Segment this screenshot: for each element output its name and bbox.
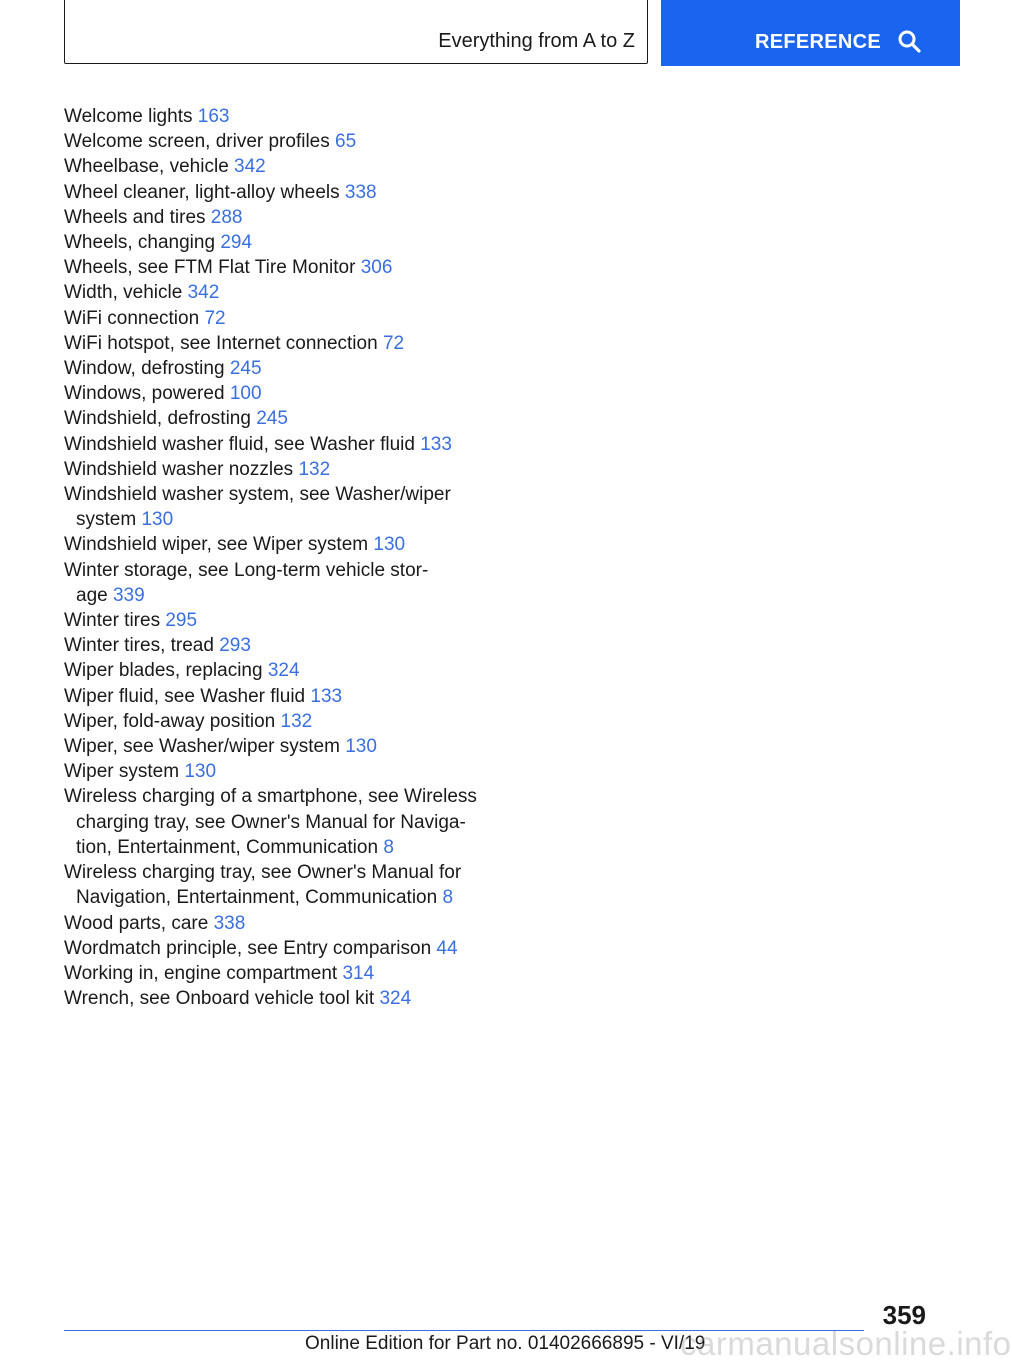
page-reference-link[interactable]: 100: [229, 383, 262, 405]
page-reference-link[interactable]: 245: [229, 358, 262, 380]
index-entry: [64, 432, 484, 457]
index-entry-continuation: Navigation, Entertainment, Communication: [76, 887, 438, 909]
index-entry: [64, 482, 484, 532]
page-reference-link[interactable]: 306: [360, 257, 393, 279]
search-icon[interactable]: [897, 29, 921, 53]
page-reference-link[interactable]: 342: [187, 282, 220, 304]
index-entry: [64, 734, 484, 759]
index-entry-text: Wordmatch principle, see Entry comparison: [64, 937, 432, 959]
index-entry-text: Windshield washer system, see Washer/wiper: [64, 484, 451, 506]
index-entry-text: Winter tires: [64, 610, 161, 632]
index-entry-text: Wheels, changing: [64, 232, 216, 254]
page-reference-link[interactable]: 132: [298, 458, 331, 480]
page-reference-link[interactable]: 245: [256, 408, 288, 430]
index-entry-text: Wheels and tires: [64, 206, 206, 228]
page-reference-link[interactable]: 72: [204, 307, 226, 329]
index-entry: [64, 154, 484, 179]
index-entry-text: Wiper, see Washer/wiper system: [64, 736, 340, 758]
index-entry-text: Wheels, see FTM Flat Tire Monitor: [64, 257, 356, 279]
index-entry: [64, 684, 484, 709]
index-entry-continuation: system: [76, 509, 137, 531]
page-reference-link[interactable]: 314: [342, 962, 375, 984]
index-entry: [64, 230, 484, 255]
index-entry: [64, 406, 484, 431]
page-reference-link[interactable]: 295: [165, 610, 198, 632]
index-entry: [64, 180, 484, 205]
index-entry-continuation: charging tray, see Owner's Manual for Naviga-: [76, 811, 466, 833]
index-entry-text: Wireless charging tray, see Owner's Manual for: [64, 862, 462, 884]
index-entry-text: WiFi hotspot, see Internet connection: [64, 332, 378, 354]
index-entry: [64, 457, 484, 482]
index-entry-continuation: tion, Entertainment, Communication: [76, 836, 379, 858]
index-entry-text: Wiper, fold-away position: [64, 710, 276, 732]
index-entry: [64, 558, 484, 608]
page-reference-link[interactable]: 130: [184, 761, 217, 783]
page-reference-link[interactable]: 338: [213, 912, 246, 934]
index-entry: [64, 784, 484, 860]
index-entry: [64, 860, 484, 910]
footer-edition-text: Online Edition for Part no. 01402666895 - VI/19: [305, 1333, 706, 1354]
index-entry: [64, 205, 484, 230]
index-entry-continuation: age: [76, 584, 108, 606]
index-entry-text: Windshield washer nozzles: [64, 458, 294, 480]
index-entry-text: Windshield wiper, see Wiper system: [64, 534, 369, 556]
index-entry: [64, 936, 484, 961]
index-entry-text: Welcome lights: [64, 106, 193, 127]
index-entry: [64, 331, 484, 356]
page-reference-link[interactable]: 65: [335, 131, 357, 153]
index-entry: [64, 129, 484, 154]
reference-tab-label: REFERENCE: [755, 31, 882, 53]
page-reference-link[interactable]: 324: [379, 988, 412, 1010]
index-entry: [64, 608, 484, 633]
page-reference-link[interactable]: 338: [344, 181, 377, 203]
page-reference-link[interactable]: 44: [436, 937, 458, 959]
index-entry: [64, 633, 484, 658]
index-entry: [64, 759, 484, 784]
index-entry: [64, 658, 484, 683]
index-entry-text: Working in, engine compartment: [64, 962, 338, 984]
index-entry-text: Welcome screen, driver profiles: [64, 131, 330, 153]
index-entry-text: Wireless charging of a smartphone, see Wireless: [64, 786, 477, 808]
index-entry-text: Windshield washer fluid, see Washer fluid: [64, 433, 415, 455]
page-reference-link[interactable]: 132: [280, 710, 313, 732]
section-title: Everything from A to Z: [438, 30, 635, 52]
page-reference-link[interactable]: 8: [442, 887, 454, 909]
index-entry-text: Wheel cleaner, light-alloy wheels: [64, 181, 340, 203]
page-number: 359: [882, 1300, 926, 1330]
page-reference-link[interactable]: 133: [420, 433, 452, 455]
page-reference-link[interactable]: 72: [382, 332, 405, 354]
index-entry: [64, 532, 484, 557]
header-section-box: [64, 0, 648, 64]
index-entry: [64, 280, 484, 305]
index-entry: [64, 961, 484, 986]
index-entry: [64, 986, 484, 1011]
index-entry-text: Width, vehicle: [64, 282, 183, 304]
page-reference-link[interactable]: 293: [219, 635, 251, 657]
index-entry: [64, 104, 484, 129]
page-reference-link[interactable]: 8: [383, 836, 394, 858]
page-reference-link[interactable]: 339: [112, 584, 145, 606]
page-reference-link[interactable]: 294: [220, 232, 253, 254]
index-entry-text: Windshield, defrosting: [64, 408, 251, 430]
index-entry-text: Winter storage, see Long-term vehicle stor-: [64, 559, 429, 581]
index-entry-text: Wrench, see Onboard vehicle tool kit: [64, 988, 375, 1010]
page-reference-link[interactable]: 163: [197, 106, 230, 127]
page-reference-link[interactable]: 288: [210, 206, 243, 228]
index-list: [64, 104, 484, 1011]
reference-tab[interactable]: [661, 0, 960, 66]
index-entry-text: WiFi connection: [64, 307, 200, 329]
page-reference-link[interactable]: 342: [234, 156, 266, 178]
index-entry-text: Window, defrosting: [64, 358, 225, 380]
watermark: carmanualsonline.info: [680, 1325, 1012, 1362]
index-entry: [64, 255, 484, 280]
index-entry-text: Wheelbase, vehicle: [64, 156, 229, 178]
index-entry-text: Windows, powered: [64, 383, 225, 405]
index-entry-text: Wood parts, care: [64, 912, 209, 934]
index-entry-text: Wiper system: [64, 761, 180, 783]
index-entry: [64, 911, 484, 936]
page-reference-link[interactable]: 130: [373, 534, 406, 556]
page-reference-link[interactable]: 130: [345, 736, 377, 758]
index-entry: [64, 356, 484, 381]
page-reference-link[interactable]: 133: [310, 685, 343, 707]
index-entry: [64, 381, 484, 406]
index-entry-text: Wiper fluid, see Washer fluid: [64, 685, 306, 707]
index-entry-text: Winter tires, tread: [64, 635, 214, 657]
index-entry-text: Wiper blades, replacing: [64, 660, 263, 682]
page-reference-link[interactable]: 130: [141, 509, 174, 531]
page-reference-link[interactable]: 324: [267, 660, 300, 682]
index-entry: [64, 709, 484, 734]
index-entry: [64, 306, 484, 331]
